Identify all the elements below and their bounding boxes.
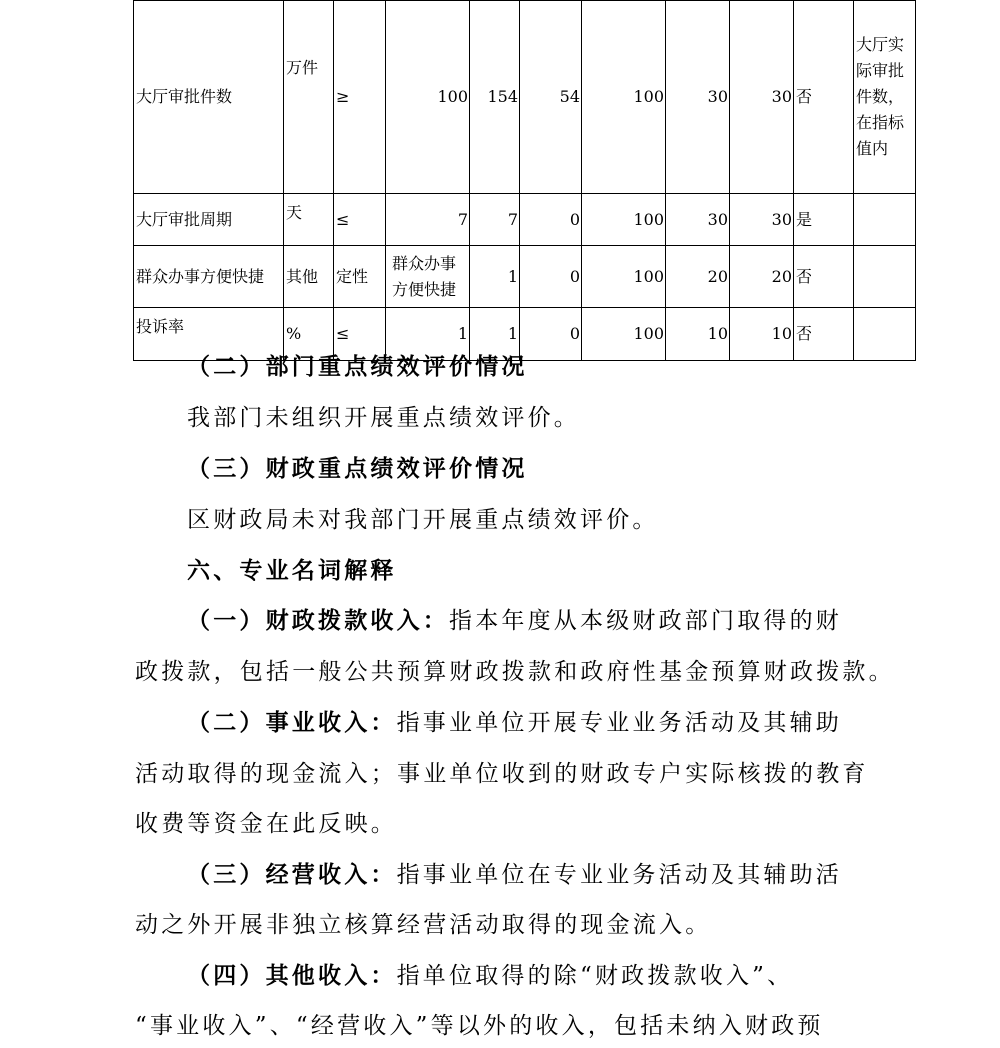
deviation-value: 0 [520, 246, 582, 308]
rate-value: 100 [582, 194, 666, 246]
term-definition: 指单位取得的除“财政拨款收入”、 [396, 963, 794, 989]
actual-value: 1 [470, 308, 520, 361]
note-cell [854, 194, 916, 246]
unit-cell: 天 [284, 194, 334, 246]
glossary-continuation: 政拨款，包括一般公共预算财政拨款和政府性基金预算财政拨款。 [135, 659, 895, 685]
indicator-name: 大厅审批周期 [134, 194, 284, 246]
glossary-term-operating-income [187, 860, 842, 890]
rate-value: 100 [582, 308, 666, 361]
performance-table [133, 0, 916, 361]
glossary-continuation: 动之外开展非独立核算经营活动取得的现金流入。 [135, 912, 712, 938]
glossary-term-business-income [187, 708, 842, 738]
target-value: 1 [386, 308, 470, 361]
unit-cell: 万件 [284, 1, 334, 194]
score-value: 20 [730, 246, 794, 308]
table-row [134, 246, 916, 308]
flag-cell: 是 [794, 194, 854, 246]
indicator-name: 群众办事方便快捷 [134, 246, 284, 308]
term-label: （四）其他收入： [187, 962, 397, 989]
target-value: 100 [386, 1, 470, 194]
note-cell [854, 308, 916, 361]
table-row [134, 1, 916, 194]
operator-cell: 定性 [334, 246, 386, 308]
indicator-name: 大厅审批件数 [134, 1, 284, 194]
indicator-name: 投诉率 [134, 308, 284, 361]
finance-evaluation-text: 区财政局未对我部门开展重点绩效评价。 [187, 507, 659, 533]
rate-value: 100 [582, 246, 666, 308]
term-definition: 指本年度从本级财政部门取得的财 [449, 608, 842, 634]
term-definition: 指事业单位在专业业务活动及其辅助活 [396, 862, 843, 888]
glossary-term-fiscal-appropriation [187, 606, 842, 636]
weight-value: 20 [666, 246, 730, 308]
actual-value: 7 [470, 194, 520, 246]
flag-cell: 否 [794, 1, 854, 194]
dept-evaluation-text: 我部门未组织开展重点绩效评价。 [187, 405, 580, 431]
rate-value: 100 [582, 1, 666, 194]
target-value: 群众办事方便快捷 [386, 246, 470, 308]
unit-cell: 其他 [284, 246, 334, 308]
glossary-continuation: “事业收入”、“经营收入”等以外的收入，包括未纳入财政预 [135, 1013, 824, 1039]
glossary-term-other-income [187, 961, 793, 991]
section-heading-finance-evaluation: （三）财政重点绩效评价情况 [187, 455, 528, 482]
section-heading-glossary: 六、专业名词解释 [187, 557, 397, 584]
term-definition: 指事业单位开展专业业务活动及其辅助 [396, 710, 843, 736]
deviation-value: 0 [520, 194, 582, 246]
unit-cell: % [284, 308, 334, 361]
flag-cell: 否 [794, 246, 854, 308]
weight-value: 30 [666, 1, 730, 194]
term-label: （一）财政拨款收入： [187, 607, 449, 634]
operator-cell: ≥ [334, 1, 386, 194]
section-heading-dept-evaluation: （二）部门重点绩效评价情况 [187, 353, 528, 380]
weight-value: 30 [666, 194, 730, 246]
deviation-value: 0 [520, 308, 582, 361]
score-value: 30 [730, 194, 794, 246]
operator-cell: ≤ [334, 194, 386, 246]
actual-value: 1 [470, 246, 520, 308]
table-row [134, 194, 916, 246]
glossary-continuation: 收费等资金在此反映。 [135, 811, 397, 837]
term-label: （三）经营收入： [187, 861, 397, 888]
note-cell [854, 246, 916, 308]
deviation-value: 54 [520, 1, 582, 194]
glossary-continuation: 活动取得的现金流入；事业单位收到的财政专户实际核拨的教育 [135, 761, 869, 787]
target-value: 7 [386, 194, 470, 246]
weight-value: 10 [666, 308, 730, 361]
score-value: 10 [730, 308, 794, 361]
note-cell: 大厅实际审批件数，在指标值内 [854, 1, 916, 194]
operator-cell: ≤ [334, 308, 386, 361]
actual-value: 154 [470, 1, 520, 194]
flag-cell: 否 [794, 308, 854, 361]
score-value: 30 [730, 1, 794, 194]
term-label: （二）事业收入： [187, 709, 397, 736]
